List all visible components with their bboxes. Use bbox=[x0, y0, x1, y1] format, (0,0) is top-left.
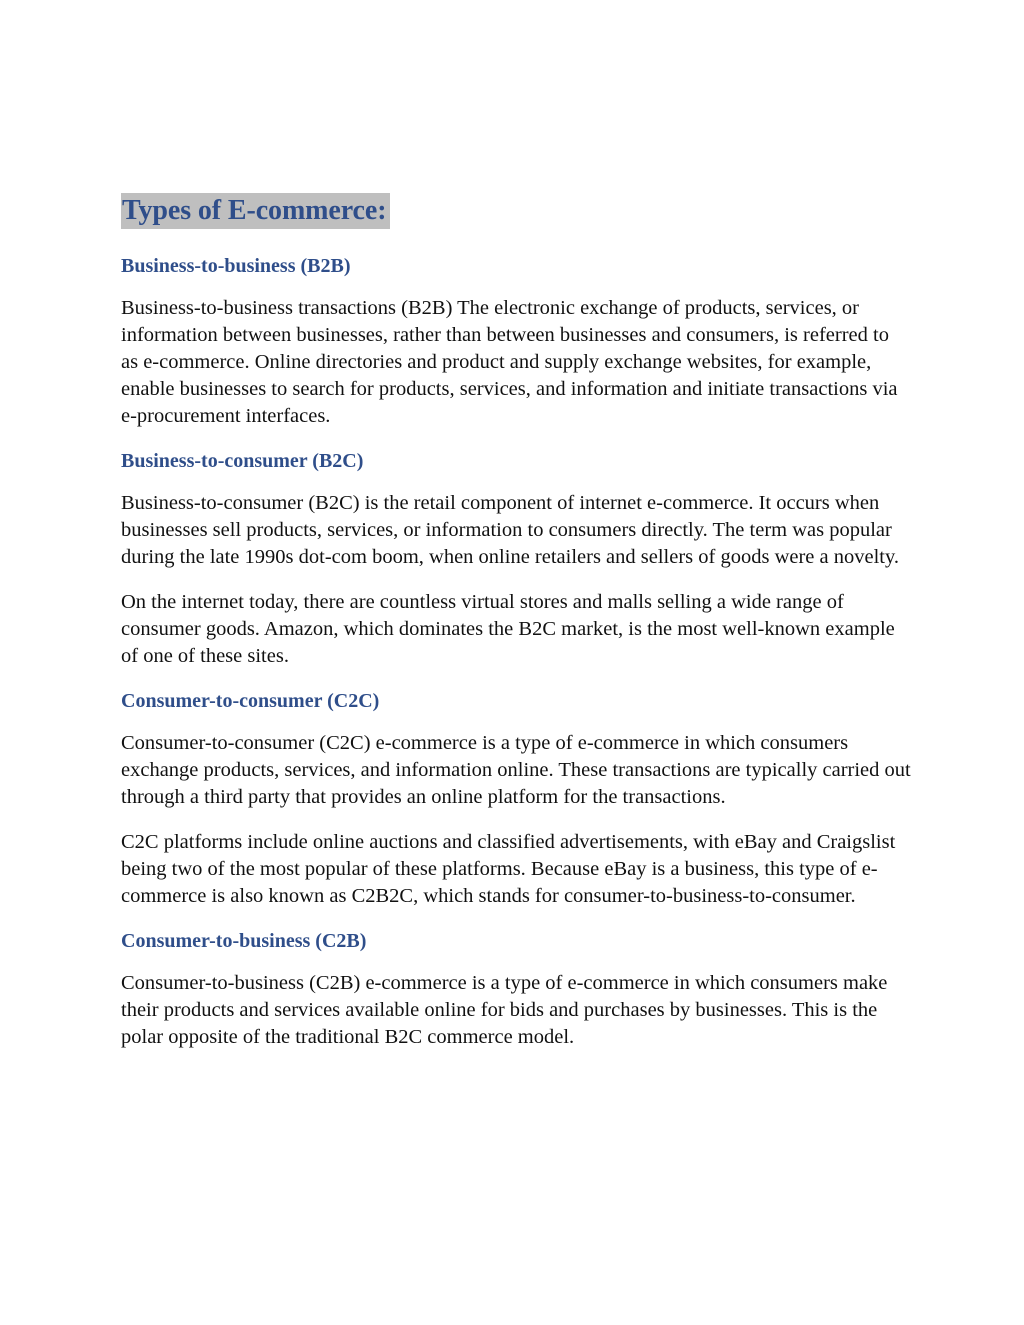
paragraph-c2c-2: C2C platforms include online auctions and classified advertisements, with eBay and Craigslist being two of the most popular of these platforms. Because eBay is a business, this type of e-commerce is also known as C2B2C, which stands for consumer-to-business-to-consumer. bbox=[121, 831, 896, 907]
paragraph-b2c-1: Business-to-consumer (B2C) is the retail component of internet e-commerce. It occurs when businesses sell products, services, or information to consumers directly. The term was popular during the late 1990s dot-com boom, when online retailers and sellers of goods were a novelty. bbox=[121, 492, 900, 568]
section-heading-b2b: Business-to-business (B2B) bbox=[121, 255, 351, 277]
paragraph-c2c-1: Consumer-to-consumer (C2C) e-commerce is a type of e-commerce in which consumers exchange products, services, and information online. These transactions are typically carried out through a third party that provides an online platform for the transactions. bbox=[121, 732, 911, 808]
section-heading-c2c: Consumer-to-consumer (C2C) bbox=[121, 690, 380, 712]
paragraph-b2c-2: On the internet today, there are countless virtual stores and malls selling a wide range of consumer goods. Amazon, which dominates the B2C market, is the most well-known example of one of these sites. bbox=[121, 591, 895, 667]
paragraph-c2b-1: Consumer-to-business (C2B) e-commerce is a type of e-commerce in which consumers make their products and services available online for bids and purchases by businesses. This is the polar opposite of the traditional B2C commerce model. bbox=[121, 972, 888, 1048]
section-heading-c2b: Consumer-to-business (C2B) bbox=[121, 930, 367, 952]
paragraph-b2b-1: Business-to-business transactions (B2B) The electronic exchange of products, services, or information between businesses, rather than between businesses and consumers, is referred to as e-commerce. Online directories and product and supply exchange websites, for example, enable businesses to search for products, services, and information and initiate transactions via e-procurement interfaces. bbox=[121, 297, 898, 427]
document-content bbox=[121, 193, 911, 1051]
section-heading-b2c: Business-to-consumer (B2C) bbox=[121, 450, 364, 472]
document-title: Types of E-commerce: bbox=[121, 193, 390, 229]
